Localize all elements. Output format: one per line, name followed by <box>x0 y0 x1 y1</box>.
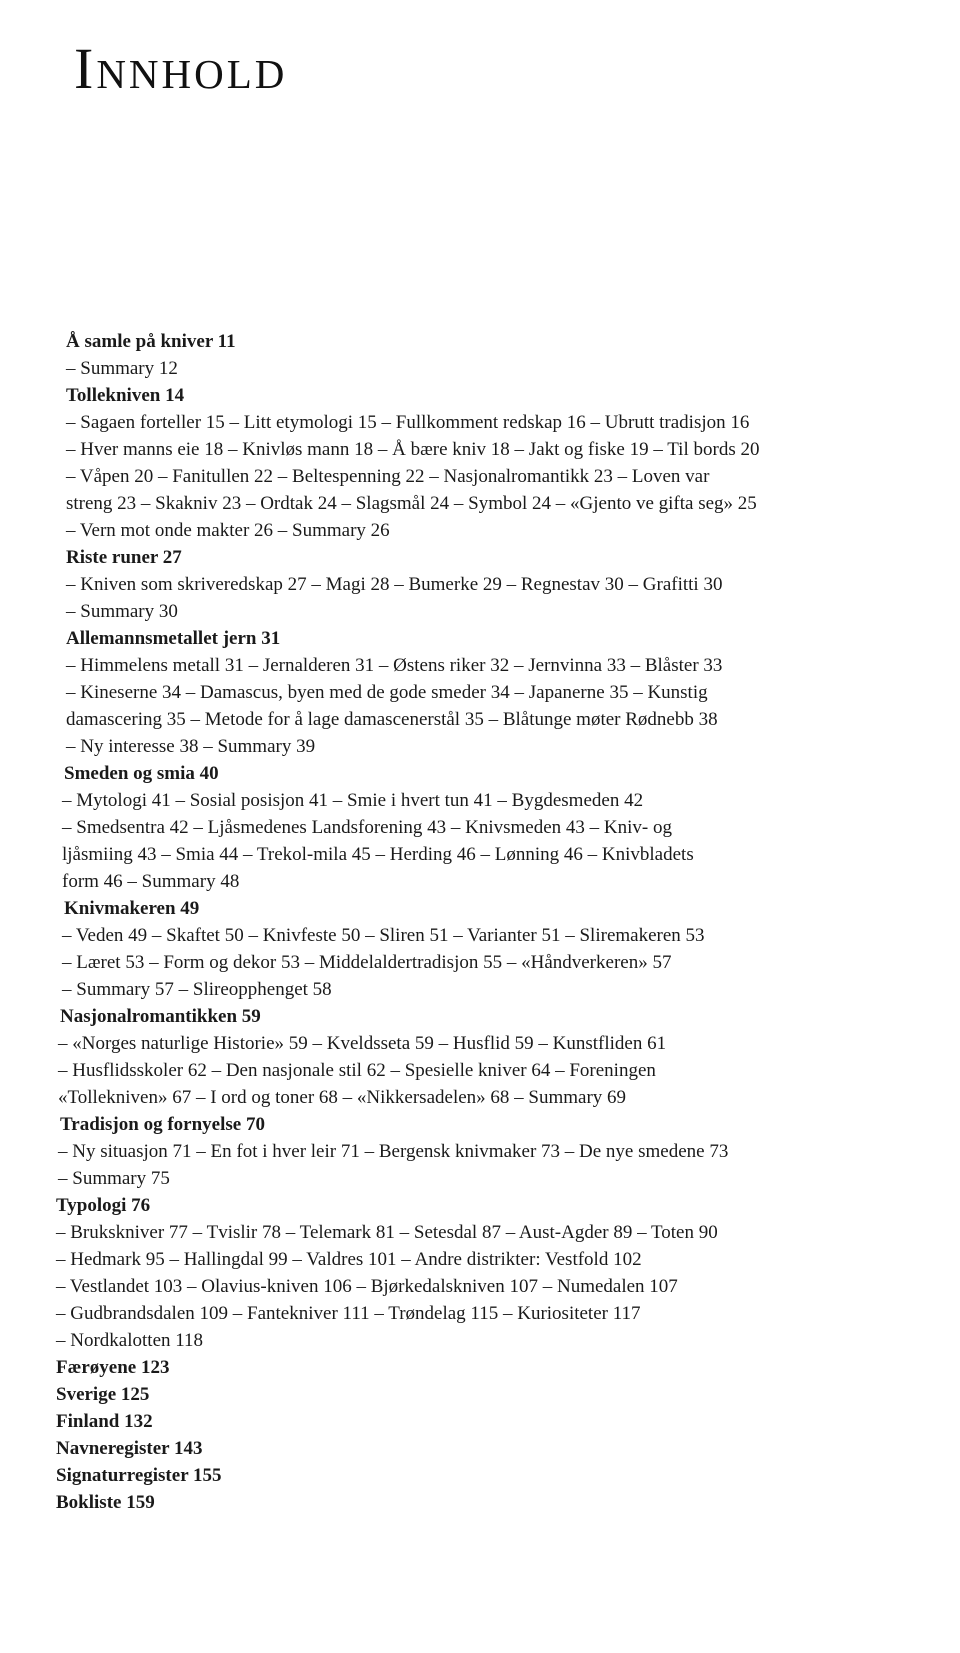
toc-subentry-line: – Veden 49 – Skaftet 50 – Knivfeste 50 – Sliren 51 – Varianter 51 – Sliremakeren 53 <box>62 925 705 946</box>
toc-chapter-heading: Typologi 76 <box>56 1195 151 1216</box>
toc-subentry-line: damascering 35 – Metode for å lage damascenerstål 35 – Blåtunge møter Rødnebb 38 <box>66 709 718 730</box>
table-of-contents <box>56 328 876 1516</box>
toc-subentry-line: – Våpen 20 – Fanitullen 22 – Beltespenning 22 – Nasjonalromantikk 23 – Loven var <box>66 466 710 487</box>
toc-chapter-heading: Tollekniven 14 <box>66 385 185 406</box>
toc-subentry-line: form 46 – Summary 48 <box>62 871 240 892</box>
toc-chapter-heading: Sverige 125 <box>56 1384 150 1405</box>
toc-subentry-line: – Summary 30 <box>66 601 178 622</box>
toc-subentry-line: – Summary 12 <box>66 358 178 379</box>
toc-subentry-line: – Hver manns eie 18 – Knivløs mann 18 – Å bære kniv 18 – Jakt og fiske 19 – Til bords 20 <box>66 439 760 460</box>
toc-chapter-heading: Smeden og smia 40 <box>64 763 219 784</box>
toc-subentry-line: – Kniven som skriveredskap 27 – Magi 28 – Bumerke 29 – Regnestav 30 – Grafitti 30 <box>66 574 723 595</box>
toc-subentry-line: – Nordkalotten 118 <box>56 1330 204 1351</box>
toc-subentry-line: – Læret 53 – Form og dekor 53 – Middelaldertradisjon 55 – «Håndverkeren» 57 <box>62 952 672 973</box>
toc-subentry-line: – Mytologi 41 – Sosial posisjon 41 – Smie i hvert tun 41 – Bygdesmeden 42 <box>62 790 644 811</box>
toc-subentry-line: – Kineserne 34 – Damascus, byen med de gode smeder 34 – Japanerne 35 – Kunstig <box>66 682 708 703</box>
toc-chapter-heading: Finland 132 <box>56 1411 153 1432</box>
toc-subentry-line: ljåsmiing 43 – Smia 44 – Trekol-mila 45 – Herding 46 – Lønning 46 – Knivbladets <box>62 844 694 865</box>
toc-chapter-heading: Færøyene 123 <box>56 1357 170 1378</box>
toc-subentry-line: – Brukskniver 77 – Tvislir 78 – Telemark 81 – Setesdal 87 – Aust-Agder 89 – Toten 90 <box>56 1222 718 1243</box>
toc-subentry-line: – Hedmark 95 – Hallingdal 99 – Valdres 101 – Andre distrikter: Vestfold 102 <box>56 1249 642 1270</box>
toc-chapter-heading: Signaturregister 155 <box>56 1465 222 1486</box>
toc-subentry-line: – Vern mot onde makter 26 – Summary 26 <box>66 520 390 541</box>
toc-subentry-line: – Summary 75 <box>58 1168 170 1189</box>
toc-subentry-line: – Gudbrandsdalen 109 – Fantekniver 111 – Trøndelag 115 – Kuriositeter 117 <box>56 1303 641 1324</box>
toc-chapter-heading: Allemannsmetallet jern 31 <box>66 628 281 649</box>
toc-subentry-line: streng 23 – Skakniv 23 – Ordtak 24 – Slagsmål 24 – Symbol 24 – «Gjento ve gifta seg» 25 <box>66 493 757 514</box>
toc-subentry-line: – Summary 57 – Slireopphenget 58 <box>62 979 332 1000</box>
toc-subentry-line: – Smedsentra 42 – Ljåsmedenes Landsforening 43 – Knivsmeden 43 – Kniv- og <box>62 817 672 838</box>
toc-chapter-heading: Riste runer 27 <box>66 547 182 568</box>
toc-chapter-heading: Å samle på kniver 11 <box>66 331 236 352</box>
toc-chapter-heading: Nasjonalromantikken 59 <box>60 1006 261 1027</box>
toc-subentry-line: – Ny interesse 38 – Summary 39 <box>66 736 316 757</box>
toc-subentry-line: «Tollekniven» 67 – I ord og toner 68 – «Nikkersadelen» 68 – Summary 69 <box>58 1087 627 1108</box>
toc-chapter-heading: Bokliste 159 <box>56 1492 155 1513</box>
toc-chapter-heading: Knivmakeren 49 <box>64 898 200 919</box>
toc-subentry-line: – Ny situasjon 71 – En fot i hver leir 71 – Bergensk knivmaker 73 – De nye smedene 73 <box>58 1141 729 1162</box>
toc-subentry-line: – «Norges naturlige Historie» 59 – Kveldsseta 59 – Husflid 59 – Kunstfliden 61 <box>58 1033 667 1054</box>
toc-subentry-line: – Vestlandet 103 – Olavius-kniven 106 – Bjørkedalskniven 107 – Numedalen 107 <box>56 1276 678 1297</box>
toc-chapter-heading: Navneregister 143 <box>56 1438 203 1459</box>
toc-subentry-line: – Sagaen forteller 15 – Litt etymologi 15 – Fullkomment redskap 16 – Ubrutt tradisjon 16 <box>66 412 750 433</box>
toc-chapter-heading: Tradisjon og fornyelse 70 <box>60 1114 265 1135</box>
toc-subentry-line: – Husflidsskoler 62 – Den nasjonale stil 62 – Spesielle kniver 64 – Foreningen <box>58 1060 656 1081</box>
toc-subentry-line: – Himmelens metall 31 – Jernalderen 31 – Østens riker 32 – Jernvinna 33 – Blåster 33 <box>66 655 723 676</box>
page-title: Innhold <box>74 36 288 101</box>
